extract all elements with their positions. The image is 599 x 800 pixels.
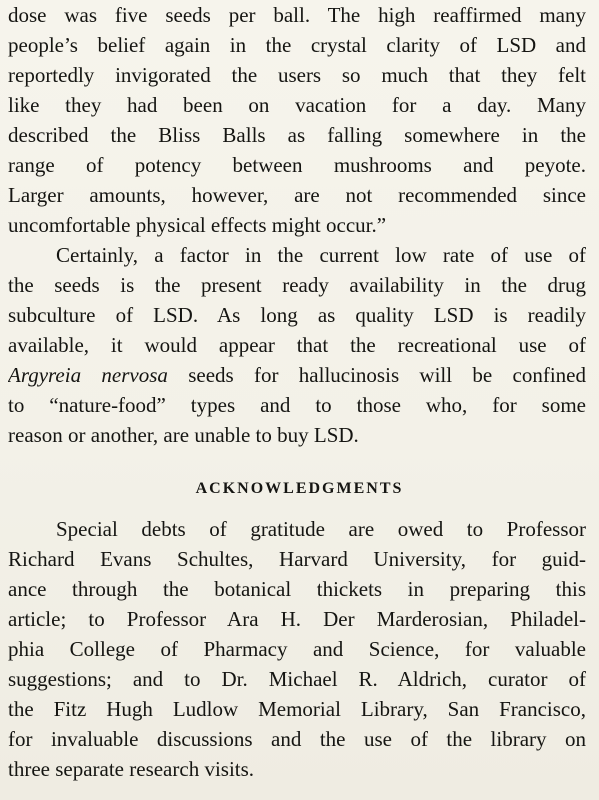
paragraph-lsd-availability [8,240,586,450]
text-line: Special debts of gratitude are owed to Professor [56,517,586,541]
text-line: for invaluable discussions and the use of the library on [8,727,586,751]
text-line: Larger amounts, however, are not recommended since [8,183,586,207]
text-line: Richard Evans Schultes, Harvard University, for guid- [8,547,586,571]
text-line: subculture of LSD. As long as quality LSD is readily [8,303,586,327]
text-line: phia College of Pharmacy and Science, for valuable [8,637,586,661]
text-line: Certainly, a factor in the current low rate of use of [56,243,586,267]
text-line: like they had been on vacation for a day. Many [8,93,586,117]
text-line: article; to Professor Ara H. Der Marderosian, Philadel- [8,607,586,631]
acknowledgments-paragraph [8,514,586,784]
text-line: three separate research visits. [8,757,255,781]
text-line: range of potency between mushrooms and peyote. [8,153,586,177]
text-line: the Fitz Hugh Ludlow Memorial Library, San Francisco, [8,697,586,721]
text-span: seeds for hallucinosis will be confined [167,363,586,387]
acknowledgments-heading: ACKNOWLEDGMENTS [195,480,404,497]
text-line: uncomfortable physical effects might occur.” [8,213,387,237]
text-line: reportedly invigorated the users so much that they felt [8,63,586,87]
text-line: described the Bliss Balls as falling somewhere in the [8,123,586,147]
text-line: people’s belief again in the crystal clarity of LSD and [8,33,586,57]
text-line: suggestions; and to Dr. Michael R. Aldrich, curator of [8,667,586,691]
paragraph-bliss-balls [8,0,586,240]
text-line-with-species [8,360,586,390]
text-line: available, it would appear that the recreational use of [8,333,586,357]
text-line: reason or another, are unable to buy LSD. [8,423,359,447]
text-line: the seeds is the present ready availability in the drug [8,273,586,297]
text-line: dose was five seeds per ball. The high reaffirmed many [8,3,586,27]
species-name: Argyreia nervosa [8,363,168,387]
text-line: to “nature-food” types and to those who, for some [8,393,586,417]
text-line: ance through the botanical thickets in preparing this [8,577,586,601]
